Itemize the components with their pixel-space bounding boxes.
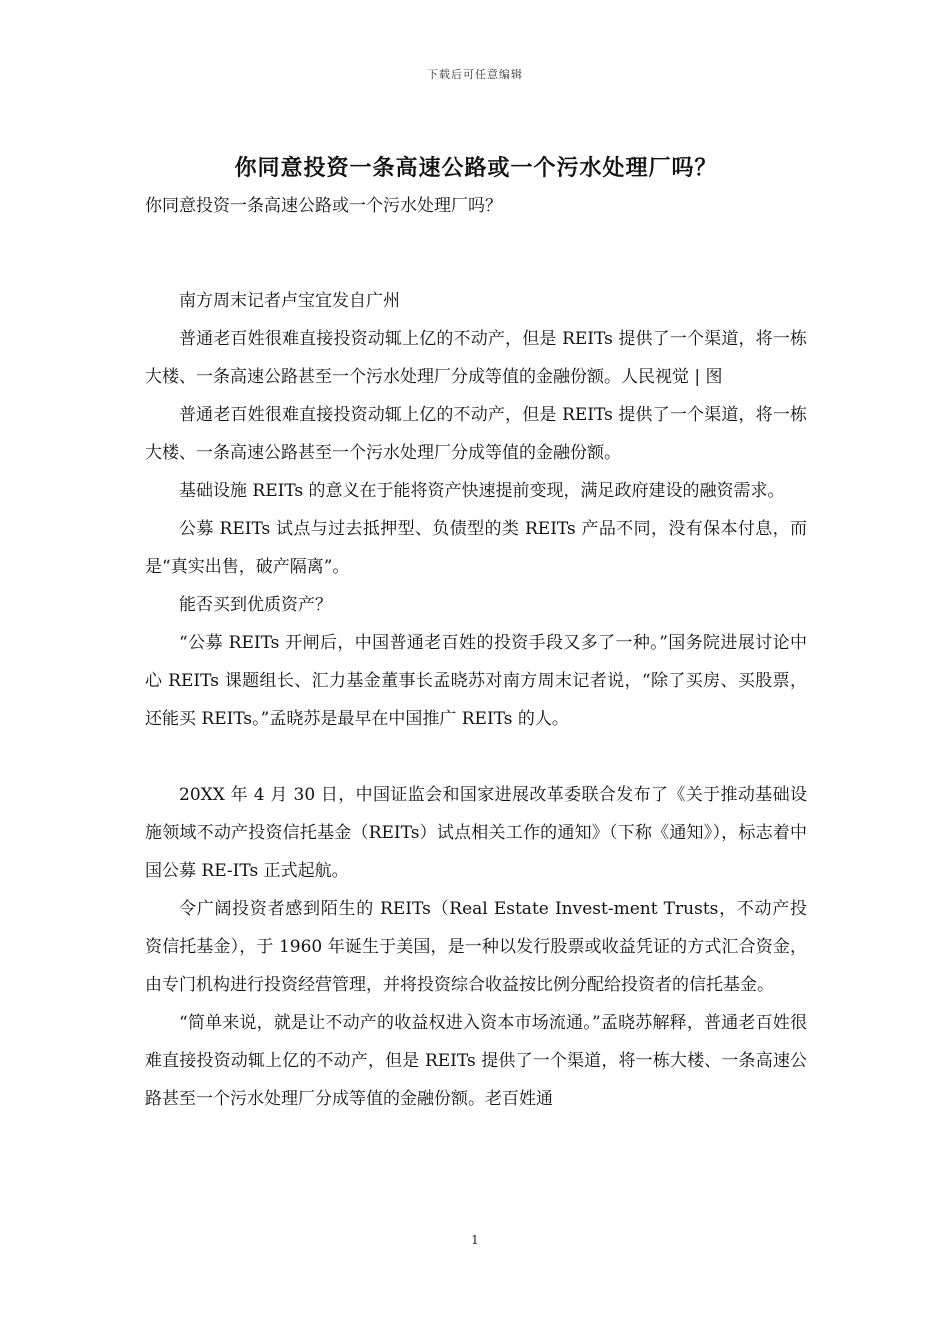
document-title: 你同意投资一条高速公路或一个污水处理厂吗？	[234, 155, 718, 181]
section-heading: 能否买到优质资产？	[179, 595, 332, 615]
paragraph-6: 20XX 年 4 月 30 日，中国证监会和国家进展改革委联合发布了《关于推动基础设施领域不动产投资信托基金（REITs）试点相关工作的通知》（下称《通知》），标志着中国公募 RE-ITs 正式起航。	[145, 785, 807, 881]
paragraph-7: 令广阔投资者感到陌生的 REITs（Real Estate Invest-ment Trusts，不动产投资信托基金），于 1960 年诞生于美国，是一种以发行股票或收益凭证的方式汇合资金，由专门机构进行投资经营管理，并将投资综合收益按比例分配给投资者的信托基金。	[145, 899, 807, 995]
document-subtitle: 你同意投资一条高速公路或一个污水处理厂吗？	[145, 196, 502, 216]
paragraph-4: 公募 REITs 试点与过去抵押型、负债型的类 REITs 产品不同，没有保本付息，而是“真实出售，破产隔离”。	[145, 519, 807, 577]
paragraph-1: 普通老百姓很难直接投资动辄上亿的不动产，但是 REITs 提供了一个渠道，将一栋大楼、一条高速公路甚至一个污水处理厂分成等值的金融份额。人民视觉 | 图	[145, 329, 807, 387]
paragraph-8: “简单来说，就是让不动产的收益权进入资本市场流通。”孟晓苏解释，普通老百姓很难直接投资动辄上亿的不动产，但是 REITs 提供了一个渠道，将一栋大楼、一条高速公路甚至一个污水处理厂分成等值的金融份额。老百姓通	[145, 1013, 807, 1109]
paragraph-3: 基础设施 REITs 的意义在于能将资产快速提前变现，满足政府建设的融资需求。	[179, 481, 785, 501]
page-number: 1	[471, 1233, 479, 1247]
paragraph-2: 普通老百姓很难直接投资动辄上亿的不动产，但是 REITs 提供了一个渠道，将一栋大楼、一条高速公路甚至一个污水处理厂分成等值的金融份额。	[145, 405, 807, 463]
header-note: 下载后可任意编辑	[427, 68, 523, 81]
paragraph-5: “公募 REITs 开闸后，中国普通老百姓的投资手段又多了一种。”国务院进展讨论中心 REITs 课题组长、汇力基金董事长孟晓苏对南方周末记者说，“除了买房、买股票，还能买 REITs。”孟晓苏是最早在中国推广 REITs 的人。	[145, 633, 807, 729]
document-body	[145, 150, 807, 1118]
byline: 南方周末记者卢宝宜发自广州	[179, 291, 400, 311]
